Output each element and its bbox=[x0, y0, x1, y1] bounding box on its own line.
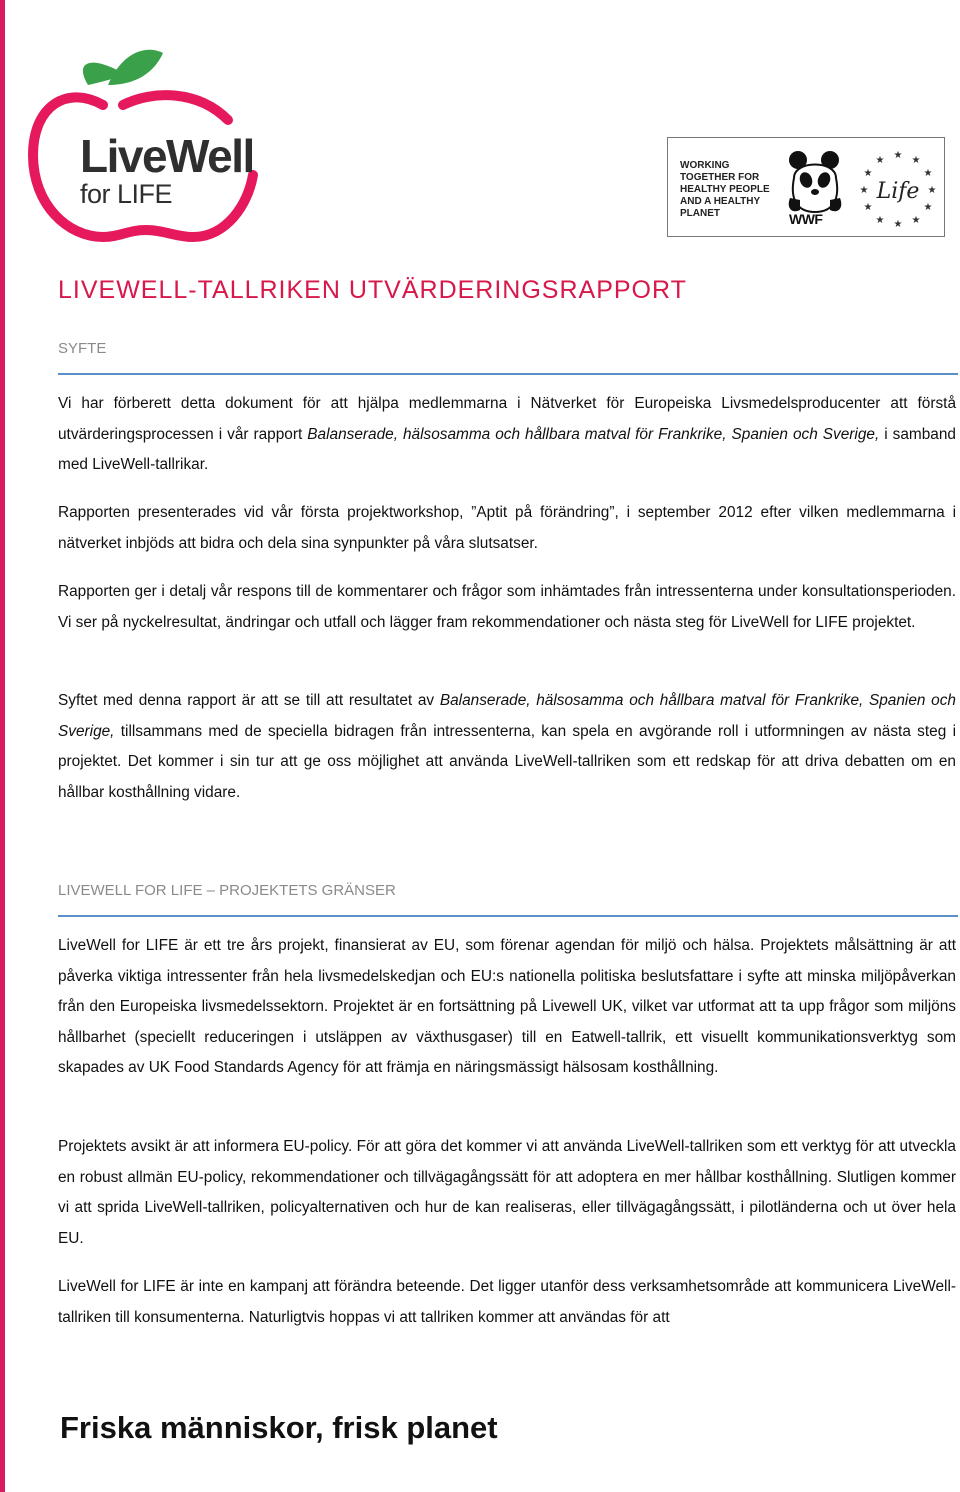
partner-tagline: WORKING TOGETHER FOR HEALTHY PEOPLE AND A HEALTHY PLANET bbox=[680, 160, 770, 219]
svg-text:★: ★ bbox=[923, 168, 933, 179]
paragraph: LiveWell for LIFE är ett tre års projekt, finansierat av EU, som förenar agendan för miljö och hälsa. Projektets målsättning är att påverka viktiga intressenter från hela livsmedelskedjan och EU:s nationella politiska beslutsfattare i syfte att minska miljöpåverkan från den Europeiska livsmedelssektorn. Projektet är en fortsättning på Livewell UK, vilket var utformat att ta upp frågor som miljöns hållbarhet (speciellt reduceringen i utsläppen av växthusgaser) till en Eatwell-tallrik, ett visuellt kommunikationsverktyg som skapades av UK Food Standards Agency för att främja en näringsmässigt hälsosam kosthållning. bbox=[58, 937, 956, 1076]
page-title: LIVEWELL-TALLRIKEN UTVÄRDERINGSRAPPORT bbox=[58, 276, 687, 304]
svg-text:★: ★ bbox=[911, 215, 921, 226]
logo-line-1: LiveWell bbox=[80, 130, 254, 182]
life-label: Life bbox=[876, 179, 920, 204]
svg-text:★: ★ bbox=[923, 202, 933, 213]
svg-text:★: ★ bbox=[911, 155, 921, 166]
partner-logos-box bbox=[667, 137, 945, 237]
section-rule bbox=[58, 915, 958, 917]
svg-text:★: ★ bbox=[927, 185, 937, 196]
wwf-label: WWF bbox=[789, 211, 823, 227]
paragraph: Rapporten presenterades vid vår första projektworkshop, ”Aptit på förändring”, i september 2012 efter vilken medlemmarna i nätverket inbjöds att bidra och dela sina synpunkter på våra slutsatser. bbox=[58, 504, 956, 552]
svg-text:★: ★ bbox=[859, 185, 869, 196]
section-rule bbox=[58, 373, 958, 375]
section-heading-syfte: SYFTE bbox=[58, 340, 107, 357]
svg-text:★: ★ bbox=[893, 150, 903, 161]
eu-life-logo-icon bbox=[858, 148, 938, 228]
paragraph: Syftet med denna rapport är att se till att resultatet av Balanserade, hälsosamma och hållbara matval för Frankrike, Spanien och Sverige, tillsammans med de speciella bidragen från intressenterna, kan spela en avgörande roll i utformningen av nästa steg i projektet. Det kommer i sin tur att ge oss möjlighet att använda LiveWell-tallriken som ett redskap för att driva debatten om en hållbar kosthållning vidare. bbox=[58, 692, 956, 801]
svg-text:★: ★ bbox=[875, 215, 885, 226]
livewell-logo bbox=[28, 45, 268, 245]
svg-text:★: ★ bbox=[863, 168, 873, 179]
paragraph: Rapporten ger i detalj vår respons till de kommentarer och frågor som inhämtades från intressenterna under konsultationsperioden. Vi ser på nyckelresultat, ändringar och utfall och lägger fram rekommendationer och nästa steg för LiveWell for LIFE projektet. bbox=[58, 583, 956, 631]
svg-text:★: ★ bbox=[893, 219, 903, 228]
report-title-italic: Balanserade, hälsosamma och hållbara matval för Frankrike, Spanien och Sverige, bbox=[58, 692, 956, 740]
footer-slogan: Friska människor, frisk planet bbox=[60, 1410, 498, 1445]
svg-text:★: ★ bbox=[875, 155, 885, 166]
paragraph: Projektets avsikt är att informera EU-policy. För att göra det kommer vi att använda LiveWell-tallriken som ett verktyg för att utveckla en robust allmän EU-policy, rekommendationer och tillvägagångssätt för att adoptera en mer hållbar kosthållning. Slutligen kommer vi att sprida LiveWell-tallriken, policyalternativen och hur de kan realiseras, eller tillvägagångssätt, i pilotländerna och ut över hela EU. bbox=[58, 1138, 956, 1247]
section-heading-grans: LIVEWELL FOR LIFE – PROJEKTETS GRÄNSER bbox=[58, 882, 396, 899]
paragraph: Vi har förberett detta dokument för att hjälpa medlemmarna i Nätverket för Europeiska Livsmedelsproducenter att förstå utvärderingsprocessen i vår rapport Balanserade, hälsosamma och hållbara matval för Frankrike, Spanien och Sverige, i samband med LiveWell-tallrikar. bbox=[58, 395, 956, 473]
logo-line-2: for LIFE bbox=[80, 179, 173, 209]
report-title-italic: Balanserade, hälsosamma och hållbara matval för Frankrike, Spanien och Sverige, bbox=[307, 425, 880, 443]
paragraph: LiveWell for LIFE är inte en kampanj att förändra beteende. Det ligger utanför dess verksamhetsområde att kommunicera LiveWell-tallriken till konsumenterna. Naturligtvis hoppas vi att tallriken kommer att användas för att bbox=[58, 1278, 956, 1326]
svg-text:★: ★ bbox=[863, 202, 873, 213]
left-accent-bar bbox=[0, 0, 5, 1492]
